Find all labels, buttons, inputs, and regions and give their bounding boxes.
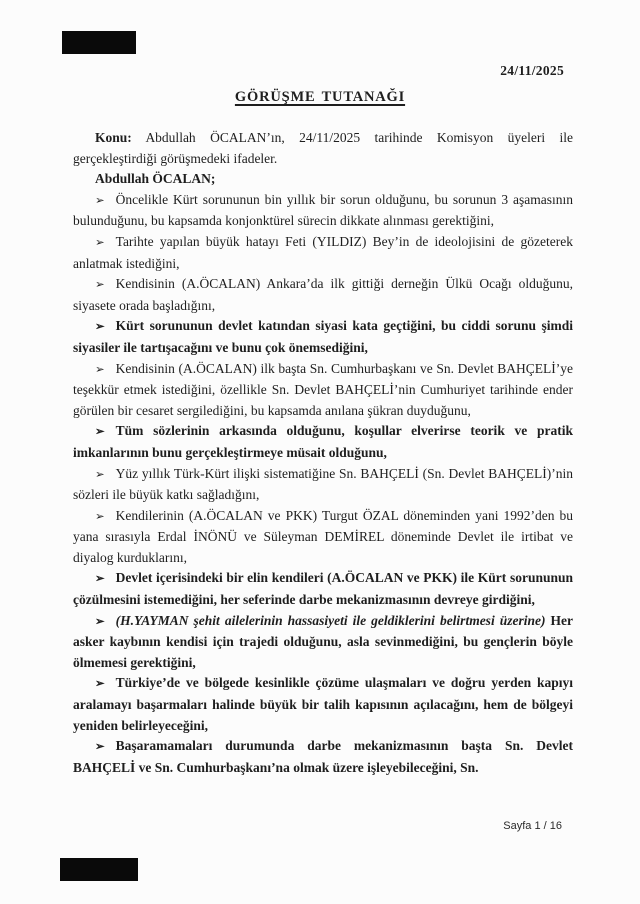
document-title: GÖRÜŞME TUTANAĞI xyxy=(234,89,406,105)
statement-item: ➢ Tüm sözlerinin arkasında olduğunu, koşullar elverirse teorik ve pratik imkanlarının bunu gerçekleştirmeye müsait olduğunu, xyxy=(73,423,573,460)
bullet-arrow-icon: ➢ xyxy=(95,236,105,249)
statement-item: ➢ Kendisinin (A.ÖCALAN) ilk başta Sn. Cumhurbaşkanı ve Sn. Devlet BAHÇELİ’ye teşekkür etmek istediğini, özellikle Sn. Devlet BAHÇELİ’nin Cumhuriyet tarihinde ender görülen bir cesaret sergilediğini, bu kapsamda anılana şükran duyduğunu, xyxy=(73,360,573,418)
statement-item: ➢ Kürt sorununun devlet katından siyasi kata geçtiğini, bu ciddi sorunu şimdi siyasiler ile tartışacağını ve bunu çok önemsediğini, xyxy=(73,318,573,355)
document-body xyxy=(73,128,573,778)
bullet-arrow-icon: ➢ xyxy=(95,321,105,334)
subject-label: Konu: xyxy=(95,130,132,145)
redaction-box-bottom xyxy=(60,858,138,881)
bullet-arrow-icon: ➢ xyxy=(95,615,105,628)
title-row xyxy=(0,88,640,106)
bullet-arrow-icon: ➢ xyxy=(95,194,105,207)
document-date: 24/11/2025 xyxy=(500,63,564,78)
bullet-arrow-icon: ➢ xyxy=(95,468,105,481)
bullet-arrow-icon: ➢ xyxy=(95,573,105,586)
bullet-arrow-icon: ➢ xyxy=(95,510,105,523)
statement-item: ➢ Devlet içerisindeki bir elin kendileri (A.ÖCALAN ve PKK) ile Kürt sorununun çözülmesini istemediğini, her seferinde darbe mekanizmasının devreye girdiğini, xyxy=(73,570,573,608)
statement-item: ➢ Yüz yıllık Türk-Kürt ilişki sistematiğine Sn. BAHÇELİ (Sn. Devlet BAHÇELİ)’nin sözleri ile büyük katkı sağladığını, xyxy=(73,465,573,503)
statement-list xyxy=(73,190,573,779)
page-number: Sayfa 1 / 16 xyxy=(503,820,562,832)
stage-direction: (H.YAYMAN şehit ailelerinin hassasiyeti ile geldiklerini belirtmesi üzerine) xyxy=(115,612,551,628)
subject-paragraph xyxy=(73,128,573,169)
statement-item: ➢ Tarihte yapılan büyük hatayı Feti (YILDIZ) Bey’in de ideolojisini de gözeterek anlatmak istediğini, xyxy=(73,233,573,271)
speaker-name: Abdullah ÖCALAN; xyxy=(95,171,216,187)
statement-item: ➢ Başaramamaları durumunda darbe mekanizmasının başta Sn. Devlet BAHÇELİ ve Sn. Cumhurbaşkanı’na olmak üzere işleyebileceğini, Sn. xyxy=(73,738,573,775)
statement-item: ➢ Kendilerinin (A.ÖCALAN ve PKK) Turgut ÖZAL döneminden yani 1992’den bu yana sırasıyla Erdal İNÖNÜ ve Süleyman DEMİREL döneminde Devlet ile irtibat ve diyalog kurduklarını, xyxy=(73,507,573,565)
redaction-box-top xyxy=(62,31,136,54)
bullet-arrow-icon: ➢ xyxy=(95,741,105,754)
bullet-arrow-icon: ➢ xyxy=(95,279,105,292)
subject-text: Abdullah ÖCALAN’ın, 24/11/2025 tarihinde Komisyon üyeleri ile gerçekleştirdiği görüşmedeki ifadeler. xyxy=(73,130,573,166)
statement-item: ➢ Öncelikle Kürt sorununun bin yıllık bir sorun olduğunu, bu sorunun 3 aşamasının bulunduğunu, bu kapsamda konjonktürel sürecin dikkate alınması gerektiğini, xyxy=(73,191,573,229)
bullet-arrow-icon: ➢ xyxy=(95,363,105,376)
statement-item: ➢ Kendisinin (A.ÖCALAN) Ankara’da ilk gittiği derneğin Ülkü Ocağı olduğunu, siyasete orada başladığını, xyxy=(73,276,573,313)
bullet-arrow-icon: ➢ xyxy=(95,426,105,439)
statement-item: ➢ (H.YAYMAN şehit ailelerinin hassasiyeti ile geldiklerini belirtmesi üzerine) Her asker kaybının kendisi için trajedi olduğunu, asla sevinmediğini, bu gençlerin böyle ölmemesi gerektiğini, xyxy=(73,612,573,670)
bullet-arrow-icon: ➢ xyxy=(95,678,105,691)
statement-item: ➢ Türkiye’de ve bölgede kesinlikle çözüme ulaşmaları ve doğru yerden kapıyı aralamayı başarmaları halinde büyük bir talih kapısının açılacağını, hem de bölgeyi yeniden belirleyeceğini, xyxy=(73,675,573,733)
speaker-paragraph xyxy=(73,169,573,190)
